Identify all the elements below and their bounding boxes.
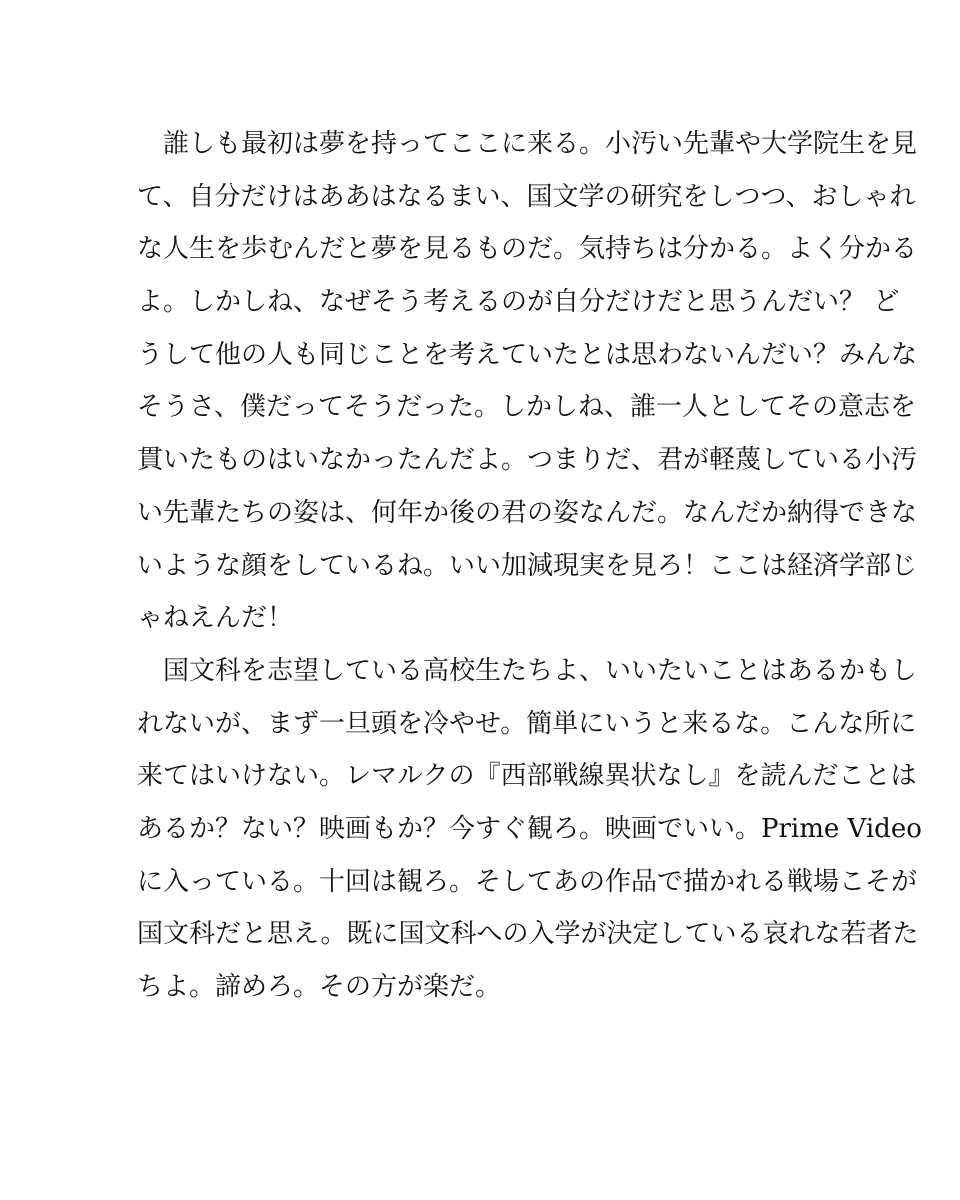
text-line: 国文科を志望している高校生たちよ、いいたいことはあるかもし xyxy=(163,655,918,686)
text-line: に入っている。十回は観ろ。そしてあの作品で描かれる戦場こそが xyxy=(137,866,918,897)
text-line: い先輩たちの姿は、何年か後の君の姿なんだ。なんだか納得できな xyxy=(137,497,918,528)
text-line: うして他の人も同じことを考えていたとは思わないんだい？みんな xyxy=(137,339,918,370)
text-line: そうさ、僕だってそうだった。しかしね、誰一人としてその意志を xyxy=(137,392,916,423)
text-line: て、自分だけはああはなるまい、国文学の研究をしつつ、おしゃれ xyxy=(137,181,916,212)
text-line: 誰しも最初は夢を持ってここに来る。小汚い先輩や大学院生を見 xyxy=(163,129,918,159)
document-body xyxy=(137,118,922,1014)
text-line: な人生を歩むんだと夢を見るものだ。気持ちは分かる。よく分かる xyxy=(137,234,918,265)
paragraph-1 xyxy=(137,118,918,645)
paragraph-2 xyxy=(137,645,922,1014)
text-line: ゃねえんだ！ xyxy=(137,603,294,634)
text-line: あるか？ない？映画もか？今すぐ観ろ。映画でいい。Prime Video xyxy=(137,813,922,844)
text-line: 国文科だと思え。既に国文科への入学が決定している哀れな若者た xyxy=(137,919,919,950)
text-line: いような顔をしているね。いい加減現実を見ろ！ここは経済学部じ xyxy=(137,550,918,581)
text-line: 貫いたものはいなかったんだよ。つまりだ、君が軽蔑している小汚 xyxy=(137,445,918,476)
text-line: よ。しかしね、なぜそう考えるのが自分だけだと思うんだい？ ど xyxy=(137,287,900,318)
text-line: 来てはいけない。レマルクの『西部戦線異状なし』を読んだことは xyxy=(137,761,917,792)
text-line: れないが、まず一旦頭を冷やせ。簡単にいうと来るな。こんな所に xyxy=(137,708,917,739)
text-line: ちよ。諦めろ。その方が楽だ。 xyxy=(137,972,502,1002)
